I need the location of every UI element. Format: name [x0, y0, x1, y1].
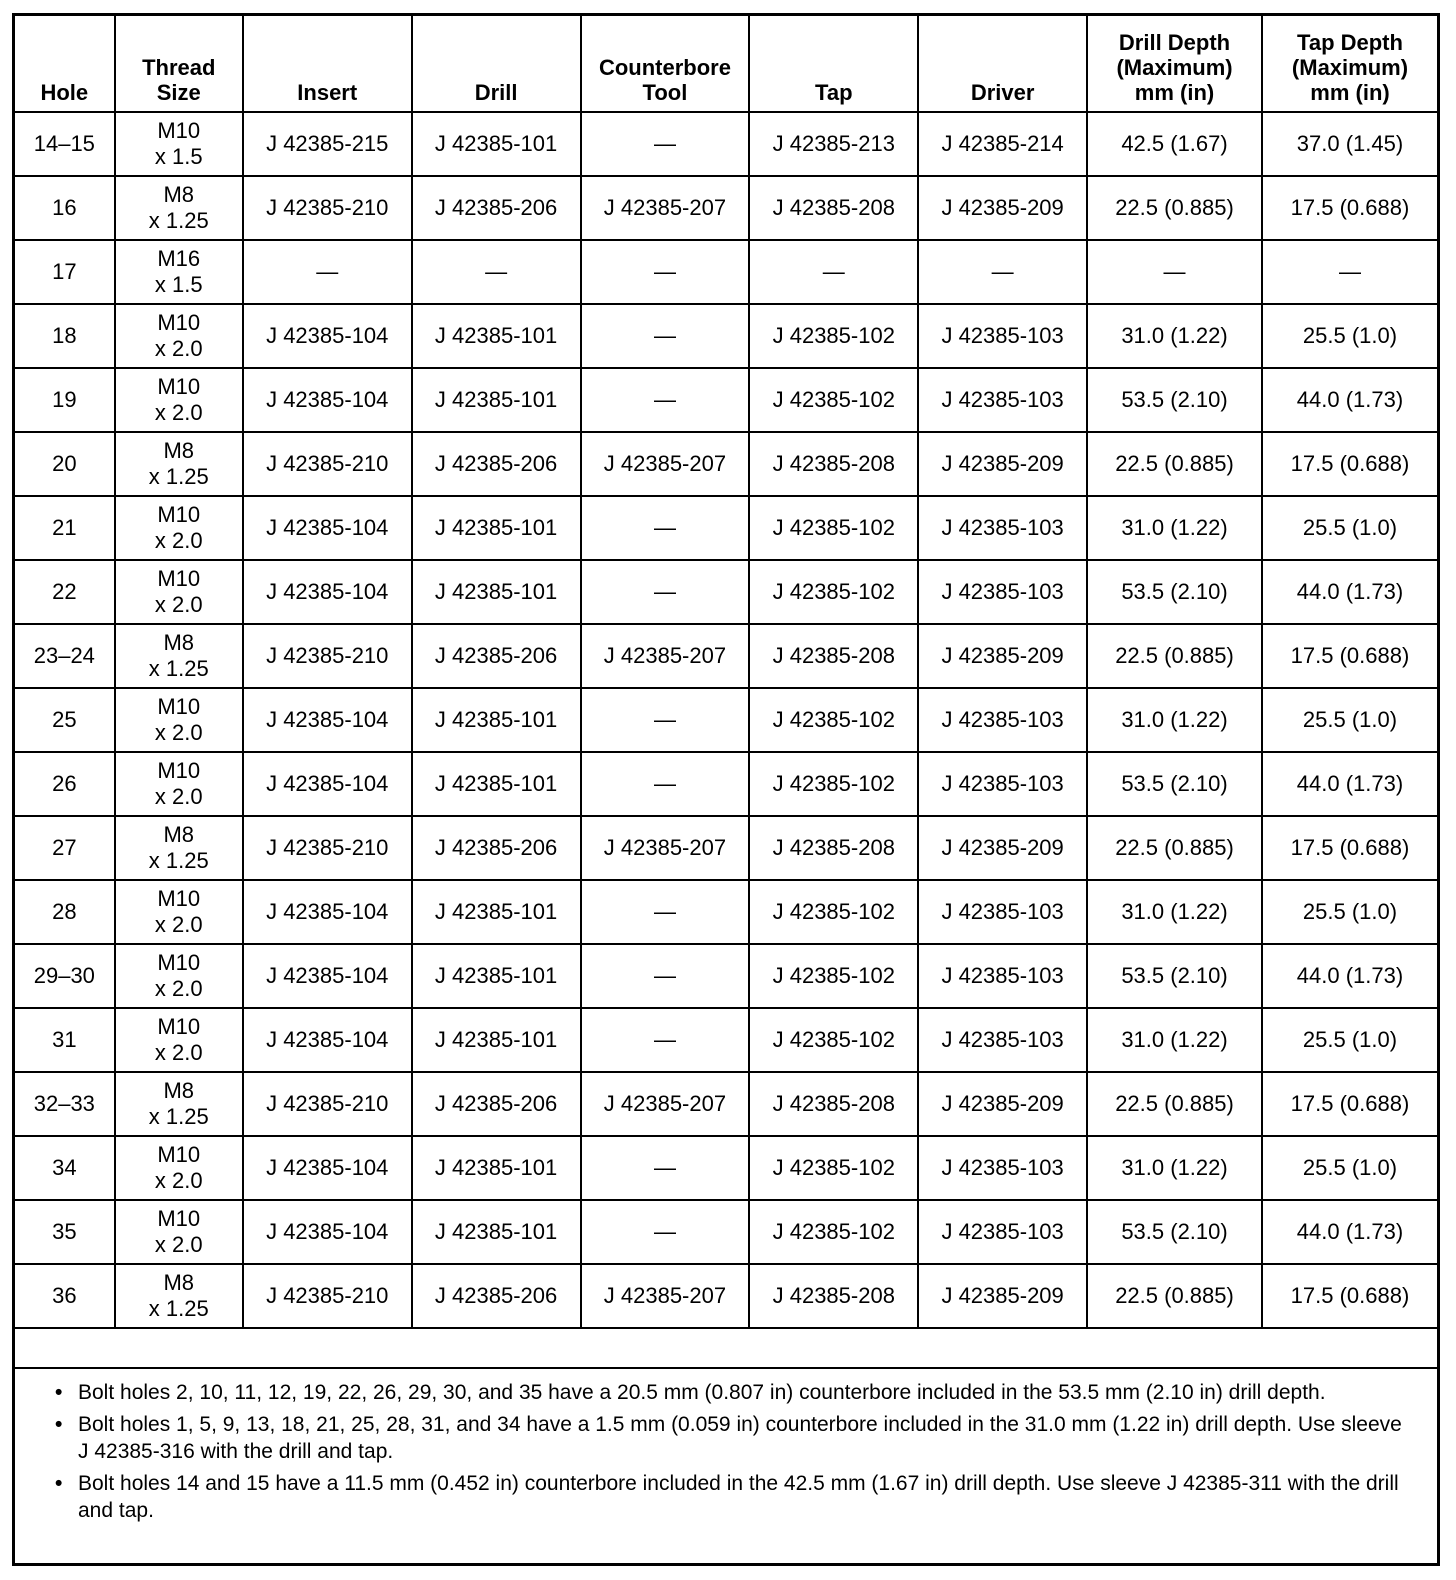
bolt-hole-spec-table	[15, 16, 1437, 1329]
tap-depth-cell: 37.0 (1.45)	[1262, 112, 1437, 176]
tap-depth-cell: 25.5 (1.0)	[1262, 1136, 1437, 1200]
tap-cell: J 42385-102	[749, 688, 918, 752]
counterbore-tool-cell: J 42385-207	[581, 1264, 750, 1328]
driver-cell: J 42385-209	[918, 1072, 1087, 1136]
tap-cell: J 42385-208	[749, 1264, 918, 1328]
drill-cell: J 42385-101	[412, 1136, 581, 1200]
tap-cell: J 42385-208	[749, 1072, 918, 1136]
drill-cell: J 42385-206	[412, 624, 581, 688]
tap-depth-cell: 44.0 (1.73)	[1262, 560, 1437, 624]
insert-cell: J 42385-215	[243, 112, 412, 176]
thread-pitch: x 1.25	[148, 208, 209, 233]
insert-cell: J 42385-104	[243, 1008, 412, 1072]
counterbore-tool-cell: —	[581, 560, 750, 624]
counterbore-tool-cell: —	[581, 752, 750, 816]
hole-cell: 32–33	[15, 1072, 115, 1136]
insert-cell: J 42385-104	[243, 880, 412, 944]
drill-cell: J 42385-206	[412, 1264, 581, 1328]
thread-diameter: M8	[163, 182, 195, 207]
table-row	[15, 176, 1437, 240]
header-drill-depth-line3: mm (in)	[1134, 80, 1215, 105]
drill-cell: J 42385-101	[412, 368, 581, 432]
header-hole-label: Hole	[40, 80, 89, 105]
thread-pitch: x 1.25	[148, 1104, 209, 1129]
thread-size-cell	[115, 1200, 243, 1264]
spec-sheet	[12, 13, 1440, 1566]
hole-cell: 19	[15, 368, 115, 432]
tap-cell: J 42385-208	[749, 624, 918, 688]
header-driver	[918, 16, 1087, 112]
driver-cell: J 42385-103	[918, 1200, 1087, 1264]
tap-depth-cell: 17.5 (0.688)	[1262, 1072, 1437, 1136]
header-drill-label: Drill	[474, 80, 518, 105]
thread-diameter: M10	[157, 566, 201, 591]
thread-diameter: M16	[157, 246, 201, 271]
counterbore-tool-cell: —	[581, 240, 750, 304]
tap-cell: J 42385-208	[749, 176, 918, 240]
drill-depth-cell: 22.5 (0.885)	[1087, 816, 1262, 880]
thread-diameter: M10	[157, 758, 201, 783]
drill-depth-cell: 42.5 (1.67)	[1087, 112, 1262, 176]
header-thread-line1: Thread	[142, 55, 216, 80]
insert-cell: J 42385-104	[243, 688, 412, 752]
insert-cell: J 42385-104	[243, 304, 412, 368]
thread-size-cell	[115, 432, 243, 496]
thread-diameter: M10	[157, 502, 201, 527]
thread-pitch: x 1.25	[148, 848, 209, 873]
drill-cell: J 42385-101	[412, 688, 581, 752]
thread-pitch: x 2.0	[154, 400, 203, 425]
note-item	[55, 1379, 1407, 1406]
thread-size-cell	[115, 368, 243, 432]
thread-size-cell	[115, 1072, 243, 1136]
table-row	[15, 816, 1437, 880]
insert-cell: J 42385-104	[243, 1200, 412, 1264]
driver-cell: —	[918, 240, 1087, 304]
tap-cell: J 42385-208	[749, 816, 918, 880]
counterbore-tool-cell: —	[581, 688, 750, 752]
thread-diameter: M10	[157, 886, 201, 911]
counterbore-tool-cell: —	[581, 368, 750, 432]
bullet-icon: •	[55, 1472, 63, 1495]
header-tap	[749, 16, 918, 112]
thread-pitch: x 2.0	[154, 1232, 203, 1257]
driver-cell: J 42385-209	[918, 816, 1087, 880]
drill-depth-cell: 22.5 (0.885)	[1087, 1264, 1262, 1328]
header-counterbore-tool	[581, 16, 750, 112]
tap-depth-cell: —	[1262, 240, 1437, 304]
tap-cell: J 42385-213	[749, 112, 918, 176]
table-row	[15, 240, 1437, 304]
header-thread-line2: Size	[156, 80, 201, 105]
header-insert-label: Insert	[297, 80, 358, 105]
thread-pitch: x 2.0	[154, 784, 203, 809]
header-hole	[15, 16, 115, 112]
drill-depth-cell: 22.5 (0.885)	[1087, 176, 1262, 240]
drill-cell: J 42385-206	[412, 1072, 581, 1136]
hole-cell: 16	[15, 176, 115, 240]
drill-cell: J 42385-206	[412, 176, 581, 240]
drill-cell: J 42385-101	[412, 560, 581, 624]
tap-cell: J 42385-102	[749, 368, 918, 432]
table-row	[15, 432, 1437, 496]
hole-cell: 17	[15, 240, 115, 304]
insert-cell: J 42385-210	[243, 816, 412, 880]
drill-depth-cell: 53.5 (2.10)	[1087, 752, 1262, 816]
tap-cell: J 42385-208	[749, 432, 918, 496]
insert-cell: J 42385-104	[243, 1136, 412, 1200]
counterbore-tool-cell: —	[581, 880, 750, 944]
drill-cell: J 42385-101	[412, 112, 581, 176]
thread-pitch: x 1.25	[148, 464, 209, 489]
thread-diameter: M10	[157, 118, 201, 143]
drill-depth-cell: 31.0 (1.22)	[1087, 304, 1262, 368]
note-text: Bolt holes 14 and 15 have a 11.5 mm (0.452 in) counterbore included in the 42.5 mm (1.67 in) drill depth. Use sleeve J 42385-311 with the drill and tap.	[78, 1472, 1399, 1522]
table-row	[15, 1072, 1437, 1136]
thread-diameter: M8	[163, 630, 195, 655]
drill-depth-cell: 31.0 (1.22)	[1087, 880, 1262, 944]
driver-cell: J 42385-103	[918, 560, 1087, 624]
tap-depth-cell: 17.5 (0.688)	[1262, 624, 1437, 688]
insert-cell: J 42385-210	[243, 1072, 412, 1136]
drill-cell: J 42385-101	[412, 304, 581, 368]
table-row	[15, 304, 1437, 368]
drill-depth-cell: 22.5 (0.885)	[1087, 1072, 1262, 1136]
thread-pitch: x 2.0	[154, 528, 203, 553]
counterbore-tool-cell: J 42385-207	[581, 1072, 750, 1136]
drill-depth-cell: 53.5 (2.10)	[1087, 1200, 1262, 1264]
thread-size-cell	[115, 688, 243, 752]
drill-depth-cell: 31.0 (1.22)	[1087, 496, 1262, 560]
tap-depth-cell: 44.0 (1.73)	[1262, 368, 1437, 432]
header-tap-depth	[1262, 16, 1437, 112]
tap-depth-cell: 17.5 (0.688)	[1262, 176, 1437, 240]
table-row	[15, 368, 1437, 432]
thread-size-cell	[115, 1136, 243, 1200]
thread-pitch: x 2.0	[154, 336, 203, 361]
driver-cell: J 42385-103	[918, 752, 1087, 816]
insert-cell: —	[243, 240, 412, 304]
table-row	[15, 112, 1437, 176]
insert-cell: J 42385-210	[243, 176, 412, 240]
thread-size-cell	[115, 1264, 243, 1328]
note-text: Bolt holes 2, 10, 11, 12, 19, 22, 26, 29, 30, and 35 have a 20.5 mm (0.807 in) counterbore included in the 53.5 mm (2.10 in) drill depth.	[78, 1381, 1326, 1404]
tap-cell: J 42385-102	[749, 1008, 918, 1072]
thread-diameter: M8	[163, 438, 195, 463]
thread-size-cell	[115, 560, 243, 624]
bullet-icon: •	[55, 1381, 63, 1404]
driver-cell: J 42385-103	[918, 1008, 1087, 1072]
counterbore-tool-cell: —	[581, 112, 750, 176]
hole-cell: 14–15	[15, 112, 115, 176]
thread-diameter: M10	[157, 950, 201, 975]
thread-pitch: x 2.0	[154, 1168, 203, 1193]
header-counterbore-line1: Counterbore	[598, 55, 731, 80]
hole-cell: 23–24	[15, 624, 115, 688]
thread-diameter: M8	[163, 822, 195, 847]
tap-cell: J 42385-102	[749, 304, 918, 368]
table-row	[15, 496, 1437, 560]
drill-depth-cell: 53.5 (2.10)	[1087, 560, 1262, 624]
header-tap-depth-line3: mm (in)	[1310, 80, 1390, 105]
drill-depth-cell: 53.5 (2.10)	[1087, 368, 1262, 432]
hole-cell: 21	[15, 496, 115, 560]
tap-depth-cell: 44.0 (1.73)	[1262, 752, 1437, 816]
header-drill-depth	[1087, 16, 1262, 112]
insert-cell: J 42385-210	[243, 1264, 412, 1328]
drill-cell: J 42385-101	[412, 752, 581, 816]
drill-cell: J 42385-101	[412, 496, 581, 560]
tap-cell: J 42385-102	[749, 1200, 918, 1264]
header-drill-depth-line1: Drill Depth	[1118, 30, 1231, 55]
counterbore-tool-cell: —	[581, 944, 750, 1008]
header-insert	[243, 16, 412, 112]
driver-cell: J 42385-209	[918, 176, 1087, 240]
counterbore-tool-cell: —	[581, 1136, 750, 1200]
driver-cell: J 42385-103	[918, 688, 1087, 752]
hole-cell: 31	[15, 1008, 115, 1072]
thread-pitch: x 1.25	[148, 656, 209, 681]
thread-size-cell	[115, 496, 243, 560]
hole-cell: 29–30	[15, 944, 115, 1008]
header-tap-depth-line1: Tap Depth	[1297, 30, 1403, 55]
table-row	[15, 1136, 1437, 1200]
thread-pitch: x 2.0	[154, 1040, 203, 1065]
thread-diameter: M8	[163, 1078, 195, 1103]
thread-diameter: M10	[157, 1142, 201, 1167]
drill-depth-cell: 31.0 (1.22)	[1087, 688, 1262, 752]
driver-cell: J 42385-214	[918, 112, 1087, 176]
driver-cell: J 42385-209	[918, 624, 1087, 688]
header-driver-label: Driver	[970, 80, 1035, 105]
tap-depth-cell: 17.5 (0.688)	[1262, 1264, 1437, 1328]
insert-cell: J 42385-104	[243, 368, 412, 432]
thread-size-cell	[115, 240, 243, 304]
counterbore-tool-cell: J 42385-207	[581, 624, 750, 688]
drill-cell: J 42385-101	[412, 880, 581, 944]
driver-cell: J 42385-103	[918, 304, 1087, 368]
thread-pitch: x 2.0	[154, 976, 203, 1001]
table-body	[15, 112, 1437, 1328]
thread-pitch: x 2.0	[154, 720, 203, 745]
table-row	[15, 1008, 1437, 1072]
tap-depth-cell: 25.5 (1.0)	[1262, 1008, 1437, 1072]
hole-cell: 34	[15, 1136, 115, 1200]
header-tap-label: Tap	[815, 80, 853, 105]
thread-size-cell	[115, 944, 243, 1008]
thread-size-cell	[115, 752, 243, 816]
thread-pitch: x 2.0	[154, 912, 203, 937]
tap-depth-cell: 17.5 (0.688)	[1262, 816, 1437, 880]
hole-cell: 27	[15, 816, 115, 880]
header-drill	[412, 16, 581, 112]
table-row	[15, 688, 1437, 752]
thread-diameter: M10	[157, 374, 201, 399]
thread-diameter: M10	[157, 310, 201, 335]
thread-size-cell	[115, 112, 243, 176]
driver-cell: J 42385-103	[918, 368, 1087, 432]
hole-cell: 20	[15, 432, 115, 496]
header-row	[15, 16, 1437, 112]
hole-cell: 28	[15, 880, 115, 944]
driver-cell: J 42385-103	[918, 1136, 1087, 1200]
counterbore-tool-cell: —	[581, 496, 750, 560]
tap-depth-cell: 25.5 (1.0)	[1262, 688, 1437, 752]
table-row	[15, 1264, 1437, 1328]
drill-depth-cell: —	[1087, 240, 1262, 304]
tap-depth-cell: 44.0 (1.73)	[1262, 1200, 1437, 1264]
drill-depth-cell: 31.0 (1.22)	[1087, 1136, 1262, 1200]
thread-diameter: M10	[157, 694, 201, 719]
note-text: Bolt holes 1, 5, 9, 13, 18, 21, 25, 28, 31, and 34 have a 1.5 mm (0.059 in) counterbore included in the 31.0 mm (1.22 in) drill depth. Use sleeve J 42385-316 with the drill and tap.	[78, 1413, 1402, 1463]
counterbore-tool-cell: —	[581, 304, 750, 368]
tap-depth-cell: 25.5 (1.0)	[1262, 880, 1437, 944]
drill-cell: J 42385-101	[412, 1008, 581, 1072]
counterbore-tool-cell: J 42385-207	[581, 176, 750, 240]
thread-size-cell	[115, 816, 243, 880]
insert-cell: J 42385-104	[243, 944, 412, 1008]
thread-diameter: M10	[157, 1014, 201, 1039]
table-row	[15, 752, 1437, 816]
tap-depth-cell: 25.5 (1.0)	[1262, 496, 1437, 560]
tap-cell: J 42385-102	[749, 496, 918, 560]
drill-cell: J 42385-101	[412, 944, 581, 1008]
counterbore-tool-cell: —	[581, 1008, 750, 1072]
drill-cell: J 42385-206	[412, 432, 581, 496]
hole-cell: 25	[15, 688, 115, 752]
drill-depth-cell: 31.0 (1.22)	[1087, 1008, 1262, 1072]
header-counterbore-line2: Tool	[642, 80, 688, 105]
thread-diameter: M8	[163, 1270, 195, 1295]
tap-cell: J 42385-102	[749, 880, 918, 944]
tap-depth-cell: 25.5 (1.0)	[1262, 304, 1437, 368]
counterbore-tool-cell: —	[581, 1200, 750, 1264]
insert-cell: J 42385-104	[243, 752, 412, 816]
driver-cell: J 42385-209	[918, 1264, 1087, 1328]
driver-cell: J 42385-103	[918, 496, 1087, 560]
header-drill-depth-line2: (Maximum)	[1116, 55, 1233, 80]
thread-pitch: x 2.0	[154, 592, 203, 617]
thread-size-cell	[115, 624, 243, 688]
notes-section	[15, 1367, 1437, 1529]
tap-cell: J 42385-102	[749, 1136, 918, 1200]
header-thread-size	[115, 16, 243, 112]
thread-pitch: x 1.5	[154, 272, 203, 297]
driver-cell: J 42385-103	[918, 944, 1087, 1008]
hole-cell: 22	[15, 560, 115, 624]
driver-cell: J 42385-103	[918, 880, 1087, 944]
table-row	[15, 560, 1437, 624]
drill-cell: —	[412, 240, 581, 304]
hole-cell: 35	[15, 1200, 115, 1264]
driver-cell: J 42385-209	[918, 432, 1087, 496]
table-row	[15, 880, 1437, 944]
tap-cell: J 42385-102	[749, 560, 918, 624]
table-row	[15, 1200, 1437, 1264]
note-item	[55, 1411, 1407, 1465]
note-item	[55, 1470, 1407, 1524]
bullet-icon: •	[55, 1413, 63, 1436]
counterbore-tool-cell: J 42385-207	[581, 816, 750, 880]
table-row	[15, 624, 1437, 688]
counterbore-tool-cell: J 42385-207	[581, 432, 750, 496]
hole-cell: 36	[15, 1264, 115, 1328]
insert-cell: J 42385-210	[243, 432, 412, 496]
insert-cell: J 42385-210	[243, 624, 412, 688]
hole-cell: 18	[15, 304, 115, 368]
thread-size-cell	[115, 176, 243, 240]
thread-size-cell	[115, 880, 243, 944]
thread-diameter: M10	[157, 1206, 201, 1231]
drill-cell: J 42385-206	[412, 816, 581, 880]
tap-depth-cell: 17.5 (0.688)	[1262, 432, 1437, 496]
tap-depth-cell: 44.0 (1.73)	[1262, 944, 1437, 1008]
drill-cell: J 42385-101	[412, 1200, 581, 1264]
thread-pitch: x 1.25	[148, 1296, 209, 1321]
insert-cell: J 42385-104	[243, 496, 412, 560]
thread-size-cell	[115, 1008, 243, 1072]
thread-pitch: x 1.5	[154, 144, 203, 169]
header-tap-depth-line2: (Maximum)	[1291, 55, 1409, 80]
hole-cell: 26	[15, 752, 115, 816]
insert-cell: J 42385-104	[243, 560, 412, 624]
drill-depth-cell: 22.5 (0.885)	[1087, 432, 1262, 496]
tap-cell: J 42385-102	[749, 752, 918, 816]
tap-cell: J 42385-102	[749, 944, 918, 1008]
table-row	[15, 944, 1437, 1008]
drill-depth-cell: 53.5 (2.10)	[1087, 944, 1262, 1008]
thread-size-cell	[115, 304, 243, 368]
drill-depth-cell: 22.5 (0.885)	[1087, 624, 1262, 688]
tap-cell: —	[749, 240, 918, 304]
